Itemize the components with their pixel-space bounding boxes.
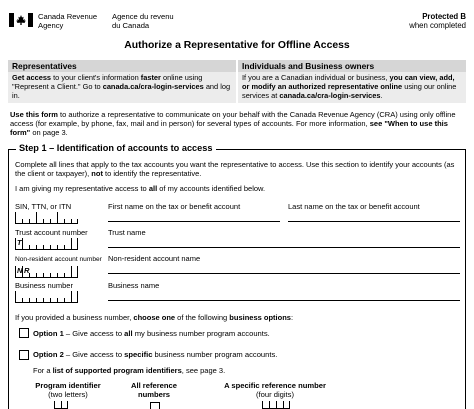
col-specific-reference: A specific reference number (four digits) <box>224 381 326 400</box>
protected-sub: when completed <box>409 21 466 31</box>
business-number-label: Business number <box>15 281 73 290</box>
agency-name-en <box>38 12 97 30</box>
agency-en-line1: Canada Revenue <box>38 12 98 21</box>
option1-checkbox[interactable] <box>19 328 29 338</box>
business-options-intro: If you provided a business number, choose one of the following business options: <box>15 313 294 322</box>
option2-checkbox[interactable] <box>19 350 29 360</box>
info-body-individuals: If you are a Canadian individual or business, you can view, add, or modify an authorized representative online using our online services at canada.ca/cra-login-services. <box>238 72 466 103</box>
agency-fr-line1: Agence du revenu <box>112 12 174 21</box>
trust-name-input[interactable] <box>108 236 460 248</box>
trust-name-label: Trust name <box>108 228 146 237</box>
info-body-representatives: Get access to your client's information faster online using "Represent a Client." Go to canada.ca/cra-login-services and log in. <box>8 72 236 103</box>
col-program-identifier: Program identifier (two letters) <box>35 381 101 400</box>
protected-label: Protected B <box>422 12 466 21</box>
first-name-label: First name on the tax or benefit account <box>108 202 241 211</box>
option2-label: Option 2 – Give access to specific business number program accounts. <box>33 350 278 359</box>
first-name-input[interactable] <box>108 210 280 222</box>
step1-access-all: I am giving my representative access to all of my accounts identified below. <box>15 184 266 193</box>
sin-label: SIN, TTN, or ITN <box>15 202 72 211</box>
agency-fr-line2: du Canada <box>112 21 150 31</box>
nonresident-prefix-r: R <box>24 266 30 275</box>
trust-prefix: T <box>17 238 22 247</box>
option1-label: Option 1 – Give access to all my business number program accounts. <box>33 329 270 338</box>
agency-name-fr <box>112 12 174 30</box>
nonresident-account-label: Non-resident account number <box>15 256 102 263</box>
info-box-representatives <box>8 60 236 103</box>
step1-heading: Step 1 – Identification of accounts to access <box>16 143 216 154</box>
step1-instructions: Complete all lines that apply to the tax accounts you want the representative to access. Use this section to identify your accounts (as the client or taxpayer), not to identify the representative. <box>15 160 455 179</box>
info-heading-individuals: Individuals and Business owners <box>238 60 466 72</box>
nonresident-name-label: Non-resident account name <box>108 254 201 263</box>
nonresident-name-input[interactable] <box>108 262 460 274</box>
intro-paragraph: Use this form to authorize a representative to communicate on your behalf with the Canada Revenue Agency (CRA) using only offline access (for example, by phone, fax, mail and in person) for several types of accounts. For more information, see "When to use this form" on page 3. <box>10 110 456 138</box>
info-heading-representatives: Representatives <box>8 60 236 72</box>
program-identifier-input[interactable] <box>54 401 68 409</box>
business-number-input[interactable] <box>15 291 78 303</box>
col-all-reference: All reference numbers <box>130 381 177 400</box>
all-reference-checkbox[interactable] <box>150 402 160 409</box>
program-identifiers-note: For a list of supported program identifiers, see page 3. <box>33 366 226 375</box>
cra-login-link[interactable]: canada.ca/cra-login-services <box>102 82 204 92</box>
business-name-label: Business name <box>108 281 160 290</box>
last-name-label: Last name on the tax or benefit account <box>288 202 420 211</box>
sin-input[interactable] <box>15 212 78 224</box>
nonresident-account-input[interactable] <box>15 266 78 278</box>
canada-flag-icon <box>9 13 33 27</box>
business-name-input[interactable] <box>108 289 460 301</box>
info-box-individuals <box>238 60 466 103</box>
protected-notice <box>409 12 466 31</box>
nonresident-prefix-n: N <box>17 266 23 275</box>
agency-en-line2: Agency <box>38 21 64 31</box>
trust-account-label: Trust account number <box>15 228 88 237</box>
last-name-input[interactable] <box>288 210 460 222</box>
trust-account-input[interactable] <box>15 238 78 250</box>
cra-login-link-2[interactable]: canada.ca/cra-login-services <box>279 91 381 101</box>
specific-reference-input[interactable] <box>262 401 290 409</box>
form-title: Authorize a Representative for Offline Access <box>124 40 350 51</box>
